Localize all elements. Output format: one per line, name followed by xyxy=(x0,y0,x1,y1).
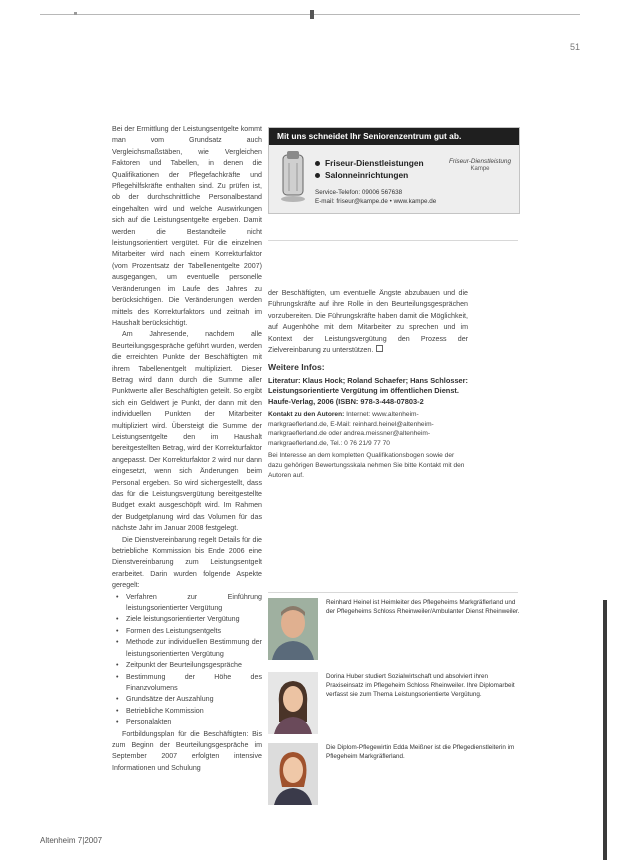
list-item: • Methode zur individuellen Bestimmung der leistungsorientierten Vergütung xyxy=(126,637,262,660)
ad-item-salon: Salonneinrichtungen xyxy=(315,170,424,182)
page-edge-bar xyxy=(603,600,607,860)
author-bio xyxy=(268,672,518,734)
left-article-column xyxy=(112,124,262,824)
bio-divider xyxy=(268,592,518,593)
author-bio xyxy=(268,598,518,660)
top-rule-dot xyxy=(74,12,77,15)
list-item: • Ziele leistungsorientierter Vergütung xyxy=(126,614,262,625)
author-photo xyxy=(268,743,318,805)
list-item: • Formen des Leistungsentgelts xyxy=(126,626,262,637)
literature-reference: Literatur: Klaus Hock; Roland Schaefer; Hans Schlosser: Leistungsorientierte Vergütung im öffentlichen Dienst. Haufe-Verlag, 2006 (ISBN: 978-3-448-07803-2 xyxy=(268,375,468,406)
page-number: 51 xyxy=(570,42,581,52)
ad-item-hairdressing: Friseur-Dienstleistungen xyxy=(315,158,424,170)
article-paragraph-1: Bei der Ermittlung der Leistungsentgelte kommt man vom Grundsatz auch Vergleichsmaßstäben, wie Vergleichen Faktoren und Tabellen, in denen die Qualifikationen der Pflegefachkräfte und Pflegehilfskräfte enthalten sind. Zu prüfen ist, ob der durchschnittliche Personalbestand eingehalten wird und welche Auswirkungen sich auf die Leistungsentgelte ergeben. Damit werden die Bestandteile nicht leistungsorientiert vergütet. Für die einzelnen Mitarbeiter wird nach einem Korrekturfaktor (vom Prozentsatz der Tabellenentgelte 2007) ausgegangen, um eventuelle personelle Veränderungen im Laufe des Jahres zu berücksichtigen. Die Veränderungen werden mittels des Korrekturfaktors und zeitnah im Haushalt berücksichtigt. xyxy=(112,125,262,327)
scissors-tool-icon xyxy=(275,149,311,204)
list-item: • Grundsätze der Auszahlung xyxy=(126,694,262,705)
advertisement[interactable] xyxy=(268,127,520,214)
ad-contact xyxy=(315,189,436,206)
ad-service-list xyxy=(315,158,424,181)
contact-details[interactable]: Internet: www.altenheim-markgraeflerland.de, E-Mail: reinhard.heinel@altenheim-markgraeflerland.de oder andrea.meissner@altenheim-markgraeflerland.de, Tel.: 0 76 21/9 77 70 xyxy=(268,411,434,447)
article-paragraph-closing: Fortbildungsplan für die Beschäftigten: Bis zum Beginn der Beurteilungsgespräche im September 2007 erfolgten intensive Informationen und Schulung xyxy=(112,729,262,772)
article-continuation: der Beschäftigten, um eventuelle Ängste abzubauen und die Führungskräfte auf ihre Rolle in den Beurteilungsgesprächen vorzubereiten. Die Führungskräfte haben damit die Möglichkeit, auf Augenhöhe mit dem Mitarbeiter zu sprechen und im Kontext der Leistungsvergütung den Prozess der Zielvereinbarung zu unterstützen. xyxy=(268,289,468,355)
list-item: • Zeitpunkt der Beurteilungsgespräche xyxy=(126,660,262,671)
bio-text: Reinhard Heinel ist Heimleiter des Pflegeheims Markgräflerland und der Pflegeheims Schloss Rheinweiler/Ambulanter Dienst Rheinweiler. xyxy=(326,599,520,616)
right-article-column xyxy=(268,288,468,588)
article-paragraph-2: Am Jahresende, nachdem alle Beurteilungsgespräche geführt wurden, werden die erreichten Punkte der Beschäftigten mit ihrem Tabellenentgelt multipliziert. Dieser Betrag wird dann durch die Summe aller Punktwerte aller Beschäftigten geteilt. So ergibt sich ein Geldwert je Punkt, der dann mit den individuellen Punkten der Mitarbeiter multipliziert wird. Übersteigt die Summe der Leistungsentgelte den im Haushalt bereitgestellten Betrag, wird der Korrekturfaktor angepasst. Der Korrekturfaktor 2 wird nur dann eingesetzt, wenn sich Änderungen beim Personal ergeben. So wird sichergestellt, dass das für die Leistungsvergütung bereitgestellte Budget exakt ausgeschöpft wird. Im Rahmen der Budgetplanung wird das Volumen für das nächste Jahr im Januar 2008 festgelegt. xyxy=(112,330,262,533)
article-end-icon xyxy=(376,345,383,352)
ad-phone: Service-Telefon: 09006 567638 xyxy=(315,189,403,196)
bullet-icon xyxy=(315,161,320,166)
interest-note: Bei Interesse an dem kompletten Qualifikationsbogen sowie der dazu gehörigen Bewertungsskala nehmen Sie bitte Kontakt mit den Autoren auf. xyxy=(268,452,465,479)
bullet-icon xyxy=(315,173,320,178)
author-bio xyxy=(268,743,518,805)
ad-logo: Friseur-Dienstleistung Kampe xyxy=(448,158,512,172)
list-item: • Betriebliche Kommission xyxy=(126,706,262,717)
more-info-heading: Weitere Infos: xyxy=(268,362,325,373)
list-item: • Verfahren zur Einführung leistungsorientierter Vergütung xyxy=(126,592,262,615)
author-contact: Kontakt zu den Autoren: Internet: www.altenheim-markgraeflerland.de, E-Mail: reinhard.heinel@altenheim-markgraeflerland.de oder andrea.meissner@altenheim-markgraeflerland.de, Tel.: 0 76 21/9 77 70 xyxy=(268,411,434,447)
article-paragraph-3: Die Dienstvereinbarung regelt Details für die betriebliche Kommission bis Ende 2006 eine Dienstvereinbarung zum Leistungsentgelt erarbeitet. Darin wurden folgende Aspekte geregelt: xyxy=(112,535,262,590)
ad-email[interactable]: E-mail: friseur@kampe.de • www.kampe.de xyxy=(315,197,437,205)
author-photo xyxy=(268,672,318,734)
ad-headline: Mit uns schneidet Ihr Seniorenzentrum gut ab. xyxy=(269,128,519,145)
bio-text: Die Diplom-Pflegewirtin Edda Meißner ist die Pflegedienstleiterin im Pflegeheim Markgräflerland. xyxy=(326,744,515,761)
section-divider xyxy=(268,240,518,241)
regulation-list xyxy=(112,592,262,729)
author-photo xyxy=(268,598,318,660)
list-item: • Bestimmung der Höhe des Finanzvolumens xyxy=(126,672,262,695)
bio-text: Dorina Huber studiert Sozialwirtschaft und absolviert ihren Praxiseinsatz im Pflegeheim Schloss Rheinweiler. Ihre Diplomarbeit verfasst sie zum Thema Leistungsorientierte Vergütung. xyxy=(326,673,515,699)
footer-publication: Altenheim 7|2007 xyxy=(40,836,103,845)
list-item: • Personalakten xyxy=(126,717,262,728)
top-rule-marker xyxy=(310,10,314,19)
